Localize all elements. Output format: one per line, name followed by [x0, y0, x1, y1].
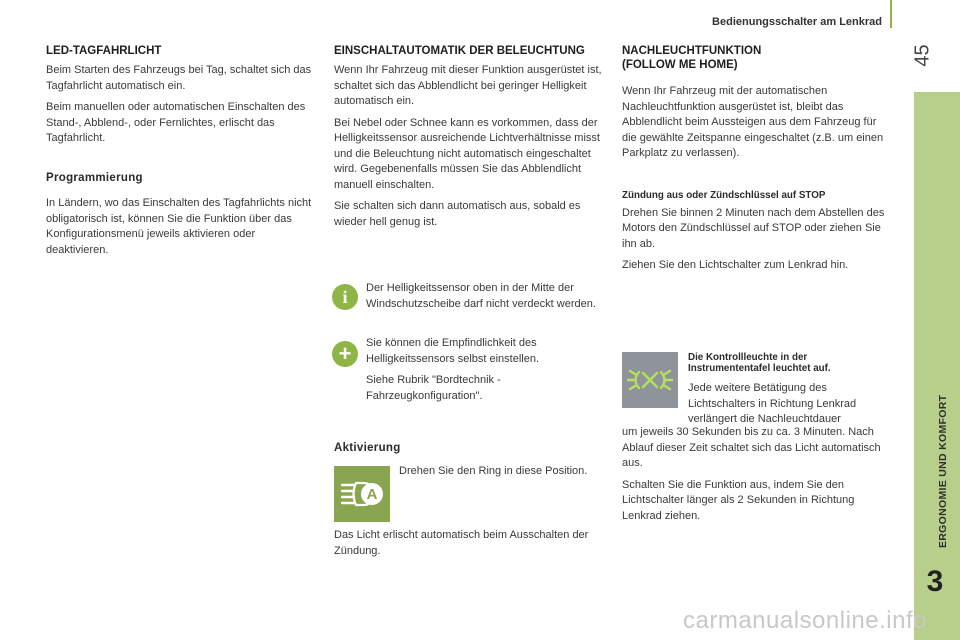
- note-text: Der Helligkeitssensor oben in der Mitte der Windschutzscheibe darf nicht verdeckt werden.: [366, 282, 596, 310]
- note-text: Siehe Rubrik "Bordtechnik - Fahrzeugkonfiguration".: [366, 374, 501, 402]
- paragraph: Jede weitere Betätigung des Lichtschalters in Richtung Lenkrad verlängert die Nachleuchtdauer: [688, 382, 857, 425]
- paragraph: Wenn Ihr Fahrzeug mit dieser Funktion ausgerüstet ist, schaltet sich das Abblendlicht bei geringer Helligkeit automatisch ein.: [334, 64, 602, 107]
- info-note: [366, 281, 602, 318]
- lamp-note: [688, 352, 888, 428]
- chapter-sidebar: [914, 92, 960, 640]
- paragraph: Das Licht erlischt automatisch beim Ausschalten der Zündung.: [334, 529, 589, 557]
- column-follow-me-home: [622, 44, 892, 280]
- info-icon: i: [332, 284, 358, 310]
- chapter-label: ERGONOMIE UND KOMFORT: [937, 394, 949, 548]
- paragraph: Sie schalten sich dann automatisch aus, sobald es wieder hell genug ist.: [334, 200, 581, 228]
- paragraph: Beim manuellen oder automatischen Einschalten des Stand-, Abblend-, oder Fernlichtes, erlischt das Tagfahrlicht.: [46, 101, 306, 144]
- paragraph: um jeweils 30 Sekunden bis zu ca. 3 Minuten. Nach Ablauf dieser Zeit schaltet sich das Licht automatisch aus.: [622, 426, 881, 469]
- ring-instruction: [399, 464, 609, 486]
- lamp-heading: Die Kontrollleuchte in der Instrumententafel leuchtet auf.: [688, 352, 831, 374]
- running-header: Bedienungsschalter am Lenkrad: [712, 16, 882, 28]
- lamp-continuation: [622, 425, 892, 530]
- sub-heading-ignition: Zündung aus oder Zündschlüssel auf STOP: [622, 189, 826, 201]
- section-heading-led: LED-TAGFAHRLICHT: [46, 45, 162, 57]
- paragraph: Ziehen Sie den Lichtschalter zum Lenkrad hin.: [622, 259, 849, 271]
- plus-note: [366, 336, 602, 410]
- section-heading-follow: [622, 44, 892, 72]
- follow-me-home-lamp-icon: [622, 352, 678, 408]
- heading-line: (FOLLOW ME HOME): [622, 59, 738, 71]
- watermark: carmanualsonline.info: [683, 607, 927, 634]
- auto-lighting-icon: [334, 466, 390, 522]
- sub-heading-aktivierung: Aktivierung: [334, 442, 401, 454]
- column-auto-lighting: [334, 44, 602, 236]
- section-heading-auto: EINSCHALTAUTOMATIK DER BELEUCHTUNG: [334, 45, 585, 57]
- paragraph: Drehen Sie binnen 2 Minuten nach dem Abstellen des Motors den Zündschlüssel auf STOP oder ziehen Sie ihn ab.: [622, 206, 885, 250]
- sub-heading-programmierung: Programmierung: [46, 171, 143, 184]
- paragraph: Wenn Ihr Fahrzeug mit der automatischen Nachleuchtfunktion ausgerüstet ist, bleibt das Abblendlicht beim Aussteigen aus dem Fahrzeug für die gewählte Zeitspanne eingeschaltet (z.B. um einen Parkplatz zu verlassen).: [622, 85, 884, 159]
- ignition-note: [334, 528, 602, 565]
- chapter-number: 3: [926, 565, 944, 598]
- note-text: Drehen Sie den Ring in diese Position.: [399, 465, 588, 477]
- paragraph: Schalten Sie die Funktion aus, indem Sie den Lichtschalter länger als 2 Sekunden in Richtung Lenkrad ziehen.: [622, 478, 855, 522]
- plus-icon: +: [332, 341, 358, 367]
- heading-line: NACHLEUCHTFUNKTION: [622, 45, 762, 57]
- note-text: Sie können die Empfindlichkeit des Helligkeitssensors selbst einstellen.: [366, 337, 540, 365]
- header-divider: [890, 0, 892, 28]
- page-number: 45: [911, 44, 934, 67]
- auto-symbol: A: [366, 486, 378, 503]
- paragraph: In Ländern, wo das Einschalten des Tagfahrlichts nicht obligatorisch ist, können Sie die Funktion über das Konfigurationsmenü jeweils aktivieren oder deaktivieren.: [46, 197, 312, 256]
- paragraph: Bei Nebel oder Schnee kann es vorkommen, dass der Helligkeitssensor ausreichende Lichtverhältnisse misst und die Beleuchtung nicht automatisch eingeschaltet wird. Gegebenenfalls müssen Sie das Abblendlicht manuell einschalten.: [334, 116, 600, 191]
- paragraph: Beim Starten des Fahrzeugs bei Tag, schaltet sich das Tagfahrlicht automatisch ein.: [46, 64, 312, 92]
- column-led-daylight: [46, 44, 314, 264]
